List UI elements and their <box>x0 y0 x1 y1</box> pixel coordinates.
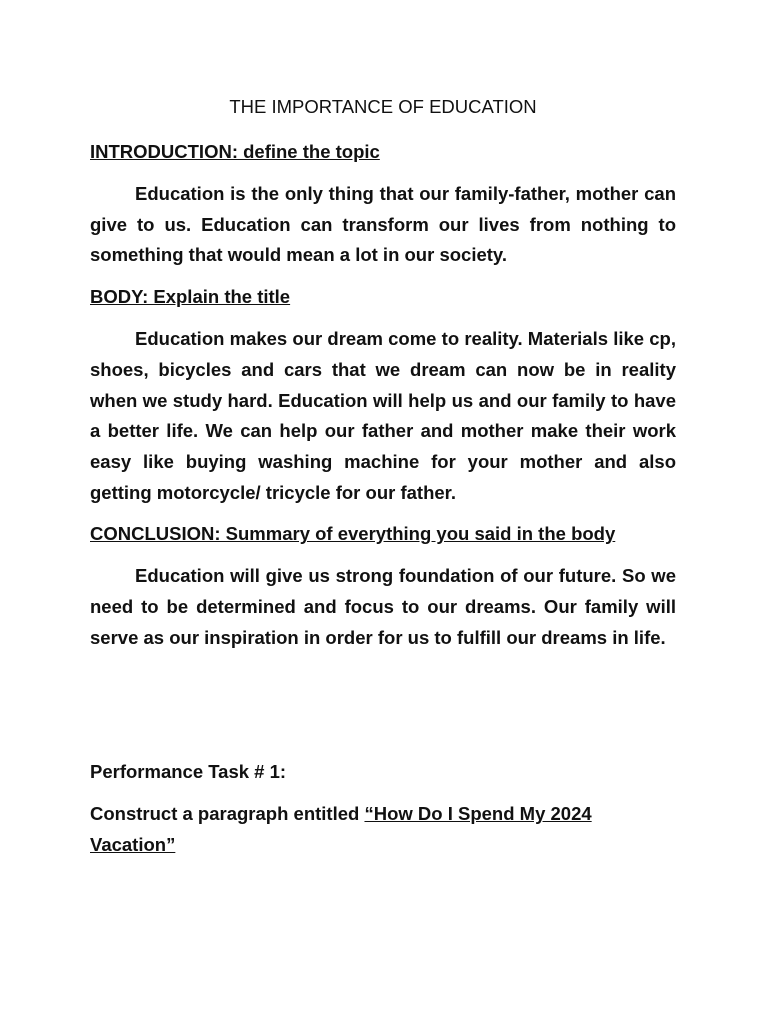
performance-task-instruction <box>90 799 650 860</box>
introduction-heading: INTRODUCTION: define the topic <box>90 141 380 162</box>
instruction-prefix: Construct a paragraph entitled <box>90 803 365 825</box>
document-title: THE IMPORTANCE OF EDUCATION <box>229 96 537 117</box>
introduction-paragraph: Education is the only thing that our family-father, mother can give to us. Education can transform our lives from nothing to something that would mean a lot in our society. <box>90 183 676 266</box>
conclusion-paragraph: Education will give us strong foundation of our future. So we need to be determined and focus to our dreams. Our family will serve as our inspiration in order for us to fulfill our dreams in life. <box>90 565 676 648</box>
section-spacer <box>90 665 676 758</box>
instruction-title: “How Do I Spend My 2024 Vacation” <box>90 803 592 856</box>
body-paragraph: Education makes our dream come to reality. Materials like cp, shoes, bicycles and cars that we dream can now be in reality when we study hard. Education will help us and our family to have a better life. We can help our father and mother make their work easy like buying washing machine for your mother and also getting motorcycle/ tricycle for our father. <box>90 328 676 503</box>
body-heading: BODY: Explain the title <box>90 286 291 308</box>
performance-task-label: Performance Task # 1: <box>90 761 287 783</box>
conclusion-heading: CONCLUSION: Summary of everything you said in the body <box>90 523 616 545</box>
document-page <box>90 93 676 861</box>
